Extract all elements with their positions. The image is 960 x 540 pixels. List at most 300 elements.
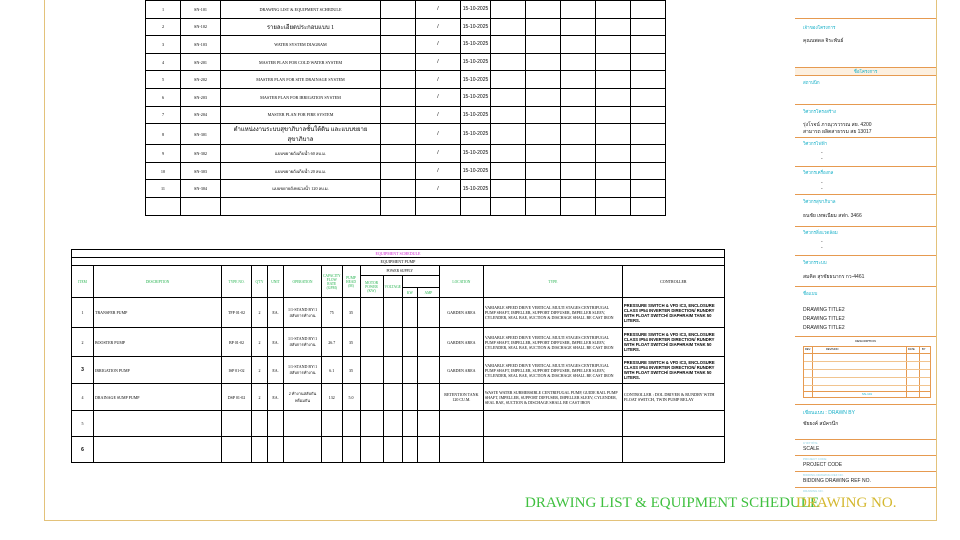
- drawing-title-cell: MASTER PLAN FOR FIRE SYSTEM: [221, 106, 381, 124]
- issue-date-cell: 15-10-2025: [461, 18, 491, 36]
- drawing-list-row: [146, 1, 666, 19]
- drawing-list-row: [146, 53, 666, 71]
- tb-rule: [795, 18, 936, 19]
- kw-cell: [402, 328, 417, 357]
- blank-cell: [491, 145, 526, 163]
- drawing-no-cell: 11: [146, 180, 181, 198]
- blank-cell: [596, 53, 631, 71]
- pump-head-cell: [342, 411, 360, 437]
- drawing-title-1: DRAWING TITLE2: [803, 307, 845, 313]
- issue-date-cell: 15-10-2025: [461, 162, 491, 180]
- revision-mark-cell: /: [416, 71, 461, 89]
- blank-cell: [596, 71, 631, 89]
- blank-cell: [381, 124, 416, 145]
- blank-cell: [596, 18, 631, 36]
- kw-cell: [402, 357, 417, 384]
- description-cell: IRRIGATION PUMP: [94, 357, 222, 384]
- power-subhead-spacer: [402, 276, 439, 288]
- col-kw: KW: [402, 288, 417, 298]
- revision-mark-cell: /: [416, 124, 461, 145]
- kw-cell: [402, 411, 417, 437]
- blank-cell: [561, 124, 596, 145]
- project-code-value: PROJECT CODE: [803, 462, 843, 468]
- motor-cell: [360, 437, 383, 463]
- col-type: TYPE: [483, 266, 622, 298]
- qty-cell: 2: [252, 328, 268, 357]
- drawing-list-row: [146, 180, 666, 198]
- blank-cell: [596, 88, 631, 106]
- type-no-cell: ISP 01-02: [222, 357, 252, 384]
- issue-date-cell: 15-10-2025: [461, 124, 491, 145]
- mech-label: วิศวกรเครื่องกล: [803, 170, 834, 175]
- controller-cell: [622, 411, 724, 437]
- drawing-no-cell: 3: [146, 36, 181, 54]
- fire-label: วิศวกรระบบ: [803, 260, 827, 265]
- bidding-label: BIDDING DRAWING REF NO.: [803, 473, 844, 477]
- revision-mark-cell: /: [416, 36, 461, 54]
- blank-cell: [381, 53, 416, 71]
- tb-rule: [795, 286, 936, 287]
- operation-cell: 1/1-STAND BY/1 สลับการทำงาน: [284, 328, 322, 357]
- rev-divider: [906, 347, 907, 397]
- type-spec-cell: VARIABLE SPEED DRIVE VERTICAL MULTI STAGES CENTRIFUGAL PUMP SHAFT, IMPELLER, SUPPORT DIFFUSER, IMPELLER SLEEV, CYLENDER, SEAL BAE, SUCTION & DISCHAGE SHALL BE CAST IRON: [483, 357, 622, 384]
- type-spec-cell: [483, 411, 622, 437]
- tb-rule: [795, 137, 936, 138]
- drawing-no-small-label: DRAWING NO.: [803, 489, 824, 493]
- drawn-value: ชัยยงค์ สมัครนึก: [803, 421, 839, 427]
- amp-cell: [417, 411, 439, 437]
- col-location: LOCATION: [439, 266, 483, 298]
- drawing-code-cell: SN-302: [181, 145, 221, 163]
- revision-mark-cell: /: [416, 88, 461, 106]
- motor-cell: [360, 298, 383, 328]
- blank-cell: [491, 53, 526, 71]
- operation-cell: 2 ทำงานสลับกันพร้อมกัน: [284, 384, 322, 411]
- drawing-no-cell: 4: [146, 53, 181, 71]
- drawing-list-row: [146, 162, 666, 180]
- blank-cell: [631, 106, 666, 124]
- voltage-cell: [383, 328, 402, 357]
- voltage-cell: [383, 298, 402, 328]
- blank-cell: [596, 36, 631, 54]
- blank-cell: [526, 18, 561, 36]
- blank-cell: [596, 180, 631, 198]
- issue-date-cell: 15-10-2025: [461, 71, 491, 89]
- col-item: ITEM: [72, 266, 94, 298]
- qty-cell: [252, 411, 268, 437]
- drawing-list-row: [146, 71, 666, 89]
- revision-mark-cell: /: [416, 1, 461, 19]
- mech-value-2: -: [821, 186, 823, 192]
- col-amp: AMP: [417, 288, 439, 298]
- equipment-pump-subtitle: EQUIPMENT PUMP: [72, 258, 725, 266]
- drawing-title-cell: MASTER PLAN FOR COLD WATER SYSTEM: [221, 53, 381, 71]
- controller-cell: PRESSURE SWITCH & VFD IC3, ENCLOSURE CLASS IP54 INVERTER DIRECTION/ RUNDRY WITH FLOAT SWITCH/ DIAPHRAIM TANK 50 LITERS.: [622, 328, 724, 357]
- flow-rate-cell: 6.1: [322, 357, 343, 384]
- bidding-value: BIDDING DRAWING REF NO.: [803, 478, 871, 484]
- drawing-list-row: [146, 18, 666, 36]
- col-flow: CAPACITY FLOW RATE (GPM): [322, 266, 343, 298]
- revision-description: DESCRIPTION: [855, 339, 876, 343]
- operation-cell: [284, 437, 322, 463]
- drawing-title-cell: [221, 197, 381, 215]
- description-cell: [94, 411, 222, 437]
- blank-cell: [491, 162, 526, 180]
- motor-cell: [360, 357, 383, 384]
- drawing-code-cell: [181, 197, 221, 215]
- tb-rule: [795, 166, 936, 167]
- tb-rule: [795, 104, 936, 105]
- type-spec-cell: WASTE WATER SUBMERSIBLE CENTRIFUGAL PUMP, GUIDE RAIL PUMP SHAFT, IMPELLER, SUPPORT DIFFUSER, IMPELLER SLEEV, CYLENDER, SEAL BAE, SUCTION & DISCHAGE SHALL BE CAST IRON: [483, 384, 622, 411]
- drawing-no-cell: 6: [146, 88, 181, 106]
- blank-cell: [491, 197, 526, 215]
- rev-divider: [812, 347, 813, 397]
- revision-header: [804, 347, 930, 354]
- tb-rule: [795, 336, 936, 337]
- col-qty: Q'TY: [252, 266, 268, 298]
- blank-cell: [381, 1, 416, 19]
- type-no-cell: TFP 01-02: [222, 298, 252, 328]
- item-cell: 5: [72, 411, 94, 437]
- project-band-label: ชื่อโครงการ: [853, 69, 878, 74]
- pump-head-cell: [342, 437, 360, 463]
- rev-col-label: REV.: [805, 348, 811, 351]
- equipment-row: [72, 357, 725, 384]
- issue-date-cell: 15-10-2025: [461, 88, 491, 106]
- blank-cell: [631, 1, 666, 19]
- structure-value-1: รุ่งโรจน์ ภาณุวรวรรณ สย. 4200: [803, 122, 872, 128]
- drawing-title-cell: ตำแหน่งงานระบบสุขาภิบาลชั้นใต้ดิน และแบบขยายสุขาภิบาล: [221, 124, 381, 145]
- drawing-title-cell: MASTER PLAN FOR IRRIGATION SYSTEM: [221, 88, 381, 106]
- motor-cell: [360, 384, 383, 411]
- unit-cell: EA.: [268, 384, 284, 411]
- drawn-label: เขียนแบบ : DRAWN BY: [803, 410, 855, 416]
- description-cell: [94, 437, 222, 463]
- col-unit: UNIT: [268, 266, 284, 298]
- tb-rule: [795, 487, 936, 488]
- structure-label: วิศวกรโครงสร้าง: [803, 109, 836, 114]
- blank-cell: [491, 106, 526, 124]
- blank-cell: [631, 162, 666, 180]
- issue-date-cell: 15-10-2025: [461, 180, 491, 198]
- blank-cell: [596, 145, 631, 163]
- equipment-schedule-table: [71, 249, 725, 463]
- amp-cell: [417, 298, 439, 328]
- revision-mark-cell: [416, 197, 461, 215]
- unit-cell: EA.: [268, 298, 284, 328]
- blank-cell: [491, 36, 526, 54]
- qty-cell: 2: [252, 298, 268, 328]
- operation-cell: 1/1-STAND BY/1 สลับการทำงาน: [284, 357, 322, 384]
- drawing-code-cell: SN-201: [181, 53, 221, 71]
- revision-mark-cell: /: [416, 145, 461, 163]
- voltage-cell: [383, 384, 402, 411]
- type-no-cell: BP 01-02: [222, 328, 252, 357]
- col-type-no: TYPE NO.: [222, 266, 252, 298]
- location-cell: GARDEN AREA: [439, 328, 483, 357]
- drawing-no-cell: 5: [146, 71, 181, 89]
- blank-cell: [631, 71, 666, 89]
- qty-cell: [252, 437, 268, 463]
- blank-cell: [491, 124, 526, 145]
- rev-date-label: DATE: [908, 348, 915, 351]
- blank-cell: [561, 53, 596, 71]
- blank-cell: [561, 88, 596, 106]
- blank-cell: [631, 18, 666, 36]
- amp-cell: [417, 384, 439, 411]
- tb-rule: [795, 255, 936, 256]
- drawing-no-cell: 2: [146, 18, 181, 36]
- blank-cell: [381, 162, 416, 180]
- location-cell: RETENTION TANK 120 CU.M.: [439, 384, 483, 411]
- owner-value: คุณนพดล จิระพันธ์: [803, 38, 844, 44]
- drawing-no-cell: 7: [146, 106, 181, 124]
- blank-cell: [561, 36, 596, 54]
- blank-cell: [561, 197, 596, 215]
- drawing-title-cell: แบบขยายถังเก็บน้ำ 60 ลบ.ม.: [221, 145, 381, 163]
- drawing-title-cell: รายละเอียดประกอบแบบ 1: [221, 18, 381, 36]
- motor-cell: [360, 328, 383, 357]
- motor-cell: [360, 411, 383, 437]
- kw-cell: [402, 384, 417, 411]
- blank-cell: [381, 145, 416, 163]
- blank-cell: [561, 18, 596, 36]
- drawing-no-cell: 10: [146, 162, 181, 180]
- drawing-code-cell: SN-304: [181, 180, 221, 198]
- drawing-list-row: [146, 124, 666, 145]
- blank-cell: [561, 180, 596, 198]
- mech-value: -: [821, 180, 823, 186]
- issue-date-cell: 15-10-2025: [461, 36, 491, 54]
- item-cell: 4: [72, 384, 94, 411]
- revision-mark-cell: /: [416, 53, 461, 71]
- blank-cell: [631, 88, 666, 106]
- blank-cell: [631, 124, 666, 145]
- revision-mark-cell: /: [416, 18, 461, 36]
- equipment-schedule-title: EQUIPMENT SCHEDULE: [72, 250, 725, 258]
- fire-value: สมคิด สุรชัยธนากร กว-4461: [803, 274, 865, 280]
- issue-date-cell: 15-10-2025: [461, 53, 491, 71]
- blank-cell: [631, 197, 666, 215]
- structure-value-2: สามารถ ผลิตสาธรรม สย 13017: [803, 129, 872, 135]
- item-cell: 1: [72, 298, 94, 328]
- drawing-code-cell: SN-202: [181, 71, 221, 89]
- rev-divider: [919, 347, 920, 397]
- drawing-code-cell: SN-101: [181, 1, 221, 19]
- blank-cell: [526, 180, 561, 198]
- sanitary-value: ธนชัย เทพเนียม สฟก. 3466: [803, 213, 862, 219]
- amp-cell: [417, 357, 439, 384]
- rev-sheet: SN-101: [861, 392, 873, 396]
- flow-rate-cell: [322, 437, 343, 463]
- amp-cell: [417, 437, 439, 463]
- voltage-cell: [383, 357, 402, 384]
- type-spec-cell: VARIABLE SPEED DRIVE VERTICAL MULTI STAGES CENTRIFUGAL PUMP SHAFT, IMPELLER, SUPPORT DIFFUSER, IMPELLER SLEEV, CYLENDER, SEAL BAE, SUCTION & DISCHAGE SHALL BE CAST IRON: [483, 328, 622, 357]
- blank-cell: [381, 88, 416, 106]
- operation-cell: [284, 411, 322, 437]
- frame-left-border: [44, 0, 45, 521]
- revision-mark-cell: /: [416, 162, 461, 180]
- rev-desc-label: REVISION: [826, 348, 839, 351]
- controller-cell: PRESSURE SWITCH & VFD IC3, ENCLOSURE CLASS IP54 INVERTER DIRECTION/ RUNDRY WITH FLOAT SWITCH/ DIAPHRAIM TANK 50 LITERS.: [622, 357, 724, 384]
- blank-cell: [596, 197, 631, 215]
- unit-cell: EA.: [268, 328, 284, 357]
- flow-rate-cell: 132: [322, 384, 343, 411]
- elec-label: วิศวกรไฟฟ้า: [803, 141, 828, 146]
- pump-head-cell: 35: [342, 357, 360, 384]
- col-controller: CONTROLLER: [622, 266, 724, 298]
- operation-cell: 1/1-STAND BY/1 สลับการทำงาน: [284, 298, 322, 328]
- blank-cell: [631, 53, 666, 71]
- frame-bottom-border: [44, 520, 937, 521]
- drawing-list-row: [146, 88, 666, 106]
- blank-cell: [631, 36, 666, 54]
- drawing-no-label: DRAWING NO.: [796, 495, 897, 511]
- blank-cell: [526, 1, 561, 19]
- blank-cell: [596, 1, 631, 19]
- tb-rule: [795, 455, 936, 456]
- type-spec-cell: [483, 437, 622, 463]
- rev-by-label: BY: [922, 348, 926, 351]
- blank-cell: [526, 53, 561, 71]
- elec-value-2: -: [821, 156, 823, 162]
- controller-cell: CONTROLLER : DOL DRIVER & RUNDRY WITH FLOAT SWITCH, TWIN PUMP RELAY: [622, 384, 724, 411]
- unit-cell: [268, 411, 284, 437]
- drawing-list-row: [146, 145, 666, 163]
- controller-cell: [622, 437, 724, 463]
- type-no-cell: [222, 437, 252, 463]
- qty-cell: 2: [252, 357, 268, 384]
- blank-cell: [491, 88, 526, 106]
- blank-cell: [561, 71, 596, 89]
- drawing-title-3: DRAWING TITLE2: [803, 325, 845, 331]
- revision-mark-cell: /: [416, 106, 461, 124]
- revision-table: [803, 346, 931, 398]
- col-operation: OPERATION: [284, 266, 322, 298]
- drawing-list-row: [146, 36, 666, 54]
- drawing-code-cell: SN-103: [181, 36, 221, 54]
- title-block: [795, 0, 936, 520]
- col-power-supply: POWER SUPPLY: [360, 266, 439, 276]
- issue-date-cell: 15-10-2025: [461, 145, 491, 163]
- description-cell: BOOSTER PUMP: [94, 328, 222, 357]
- kw-cell: [402, 437, 417, 463]
- kw-cell: [402, 298, 417, 328]
- issue-date-cell: [461, 197, 491, 215]
- blank-cell: [491, 180, 526, 198]
- blank-cell: [596, 124, 631, 145]
- env-value: -: [821, 239, 823, 245]
- drawing-title-cell: แบบขยายถังเก็บน้ำ 20 ลบ.ม.: [221, 162, 381, 180]
- blank-cell: [381, 18, 416, 36]
- blank-cell: [561, 1, 596, 19]
- blank-cell: [631, 145, 666, 163]
- type-no-cell: DSP 01-02: [222, 384, 252, 411]
- drawing-no-cell: 9: [146, 145, 181, 163]
- blank-cell: [526, 36, 561, 54]
- env-value-2: -: [821, 245, 823, 251]
- flow-rate-cell: [322, 411, 343, 437]
- drawing-no-cell: [146, 197, 181, 215]
- tb-rule: [795, 404, 936, 405]
- rev-row-line: [804, 369, 930, 370]
- drawing-title-cell: DRAWING LIST & EQUIPMENT SCHEDULE: [221, 1, 381, 19]
- item-cell: 3: [72, 357, 94, 384]
- blank-cell: [381, 36, 416, 54]
- col-voltage: VOLTAGE: [383, 276, 402, 298]
- tb-rule: [795, 471, 936, 472]
- issue-date-cell: 15-10-2025: [461, 1, 491, 19]
- equipment-row: [72, 328, 725, 357]
- col-head: PUMP HEAD (M): [342, 266, 360, 298]
- item-cell: 2: [72, 328, 94, 357]
- flow-rate-cell: 26.7: [322, 328, 343, 357]
- blank-cell: [526, 71, 561, 89]
- qty-cell: 2: [252, 384, 268, 411]
- blank-cell: [561, 162, 596, 180]
- tb-rule: [795, 194, 936, 195]
- location-cell: GARDEN AREA: [439, 298, 483, 328]
- pump-head-cell: 35: [342, 328, 360, 357]
- blank-cell: [381, 106, 416, 124]
- drawing-title-cell: WATER SYSTEM DIAGRAM: [221, 36, 381, 54]
- flow-rate-cell: 75: [322, 298, 343, 328]
- sheet-title: DRAWING LIST & EQUIPMENT SCHEDULE: [525, 495, 820, 511]
- equipment-row: [72, 298, 725, 328]
- blank-cell: [596, 162, 631, 180]
- pump-head-cell: 5.0: [342, 384, 360, 411]
- amp-cell: [417, 328, 439, 357]
- drawing-no-cell: 1: [146, 1, 181, 19]
- drawing-list-row: [146, 197, 666, 215]
- drawing-no-cell: 8: [146, 124, 181, 145]
- sanitary-label: วิศวกรสุขาภิบาล: [803, 199, 836, 204]
- blank-cell: [491, 18, 526, 36]
- drawing-list-row: [146, 106, 666, 124]
- blank-cell: [491, 71, 526, 89]
- env-label: วิศวกรสิ่งแวดล้อม: [803, 230, 838, 235]
- location-cell: GARDEN AREA: [439, 357, 483, 384]
- rev-row-line: [804, 377, 930, 378]
- equipment-row: [72, 437, 725, 463]
- drawing-title-cell: แบบขยายถังหน่วงน้ำ 120 ลบ.ม.: [221, 180, 381, 198]
- blank-cell: [526, 162, 561, 180]
- rev-row-line: [804, 385, 930, 386]
- rev-row-line: [804, 361, 930, 362]
- equipment-row: [72, 384, 725, 411]
- tb-rule: [795, 75, 936, 76]
- unit-cell: EA.: [268, 357, 284, 384]
- drawing-code-cell: SN-102: [181, 18, 221, 36]
- tb-rule: [795, 439, 936, 440]
- location-cell: [439, 437, 483, 463]
- frame-right-border: [936, 0, 937, 521]
- location-cell: [439, 411, 483, 437]
- description-cell: TRANSFER PUMP: [94, 298, 222, 328]
- drawing-code-cell: SN-301: [181, 124, 221, 145]
- equipment-row: [72, 411, 725, 437]
- unit-cell: [268, 437, 284, 463]
- drawing-title-label: ชื่อแบบ: [803, 291, 818, 296]
- blank-cell: [526, 88, 561, 106]
- revision-mark-cell: /: [416, 180, 461, 198]
- blank-cell: [526, 124, 561, 145]
- blank-cell: [381, 180, 416, 198]
- blank-cell: [526, 145, 561, 163]
- controller-cell: PRESSURE SWITCH & VFD IC3, ENCLOSURE CLASS IP54 INVERTER DIRECTION/ RUNDRY WITH FLOAT SWITCH/ DIAPHRAIM TANK 50 LITERS.: [622, 298, 724, 328]
- drawing-list-table: [145, 0, 666, 216]
- blank-cell: [381, 197, 416, 215]
